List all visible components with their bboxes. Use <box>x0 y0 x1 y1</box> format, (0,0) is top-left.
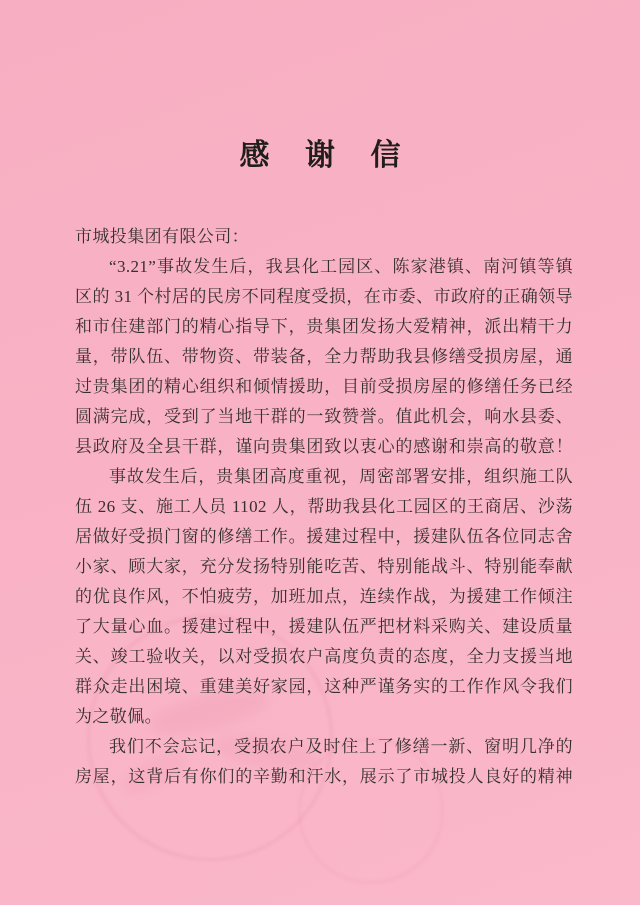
letter-line: 群众走出困境、重建美好家园，这种严谨务实的工作作风令我们 <box>75 677 573 696</box>
letter-line: “3.21”事故发生后，我县化工园区、陈家港镇、南河镇等镇 <box>109 257 573 276</box>
letter-line: 量，带队伍、带物资、带装备，全力帮助我县修缮受损房屋，通 <box>75 347 573 366</box>
letter-line: 区的 31 个村居的民房不同程度受损，在市委、市政府的正确领导 <box>75 287 573 306</box>
letter-line: 了大量心血。援建过程中，援建队伍严把材料采购关、建设质量 <box>75 617 573 636</box>
letter-line: 关、竣工验收关，以对受损农户高度负责的态度，全力支援当地 <box>75 647 573 666</box>
letter-line: 小家、顾大家，充分发扬特别能吃苦、特别能战斗、特别能奉献 <box>75 557 573 576</box>
letter-line: 居做好受损门窗的修缮工作。援建过程中，援建队伍各位同志舍 <box>75 527 573 546</box>
letter-line: 市城投集团有限公司： <box>75 227 249 246</box>
letter-title: 感 谢 信 <box>239 139 415 172</box>
letter-body <box>75 222 573 792</box>
letter-line: 事故发生后，贵集团高度重视，周密部署安排，组织施工队 <box>109 467 573 486</box>
letter-line: 伍 26 支、施工人员 1102 人，帮助我县化工园区的王商居、沙荡 <box>75 497 573 516</box>
letter-line: 县政府及全县干群，谨向贵集团致以衷心的感谢和崇高的敬意！ <box>75 437 573 456</box>
letter-line: 的优良作风，不怕疲劳，加班加点，连续作战，为援建工作倾注 <box>75 587 573 606</box>
letter-line: 房屋，这背后有你们的辛勤和汗水，展示了市城投人良好的精神 <box>75 767 573 786</box>
letter-line: 我们不会忘记，受损农户及时住上了修缮一新、窗明几净的 <box>109 737 573 756</box>
letter-line: 圆满完成，受到了当地干群的一致赞誉。值此机会，响水县委、 <box>75 407 573 426</box>
letter-line: 过贵集团的精心组织和倾情援助，目前受损房屋的修缮任务已经 <box>75 377 573 396</box>
letter-line: 为之敬佩。 <box>75 707 162 726</box>
letter-line: 和市住建部门的精心指导下，贵集团发扬大爱精神，派出精干力 <box>75 317 573 336</box>
